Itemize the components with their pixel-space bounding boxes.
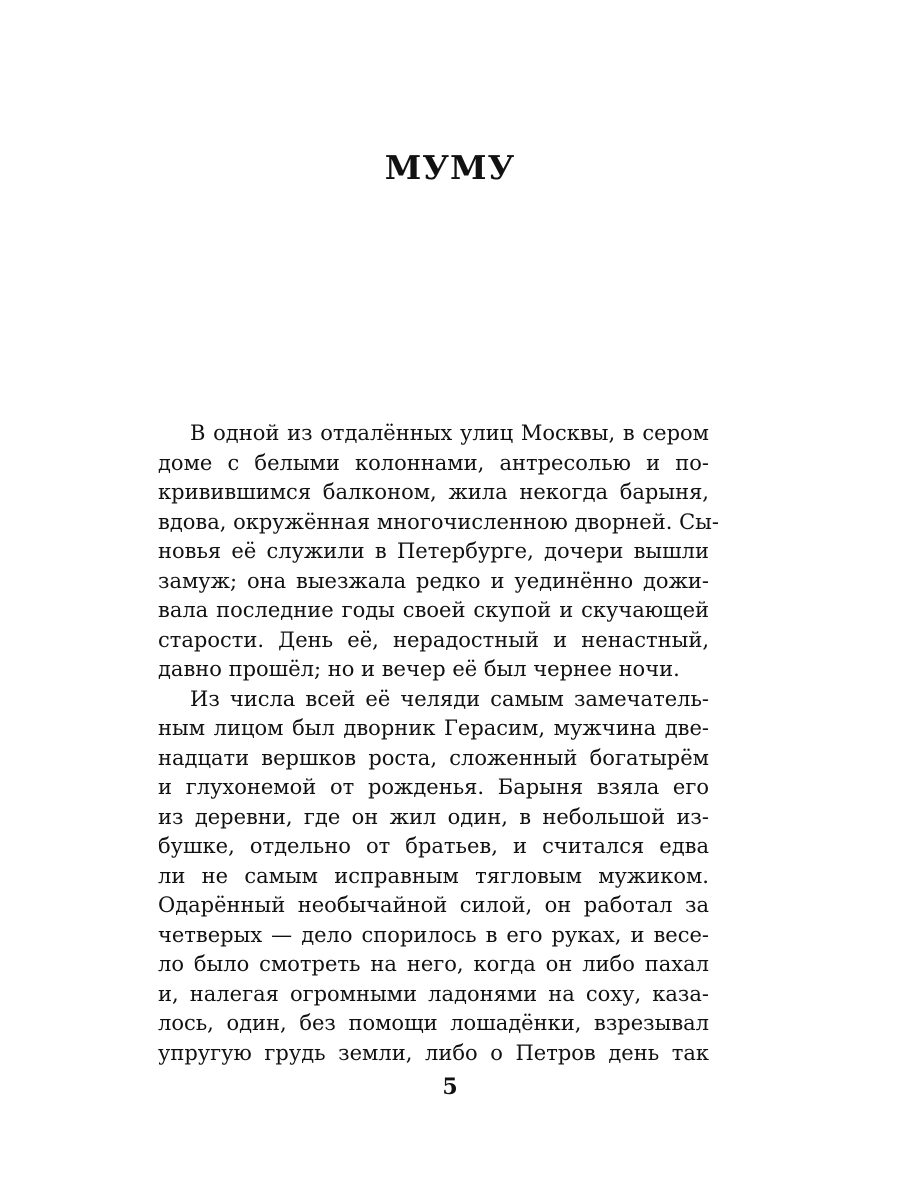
text-line: новья её служили в Петербурге, дочери вышли — [158, 539, 709, 563]
text-line: В одной из отдалённых улиц Москвы, в сером — [190, 421, 709, 445]
text-line: лось, один, без помощи лошадёнки, взрезывал — [158, 1011, 709, 1035]
page-number: 5 — [442, 1074, 458, 1100]
text-line: кривившимся балконом, жила некогда барыня, — [158, 480, 709, 504]
text-line: Из числа всей её челяди самым замечатель- — [190, 686, 709, 711]
text-line: Одарённый необычайной силой, он работал за — [158, 893, 709, 917]
text-line: бушке, отдельно от братьев, и считался едва — [158, 834, 709, 858]
text-line: замуж; она выезжала редко и уединённо дожи- — [158, 568, 709, 593]
text-line: из деревни, где он жил один, в небольшой из- — [158, 804, 709, 829]
text-line: и глухонемой от рожденья. Барыня взяла его — [158, 775, 709, 799]
text-line: надцати вершков роста, сложенный богатырём — [158, 745, 709, 770]
text-line: вдова, окружённая многочисленною дворней. Сы- — [158, 509, 719, 534]
text-line: ли не самым исправным тягловым мужиком. — [158, 863, 709, 888]
chapter-title: МУМУ — [384, 148, 516, 187]
text-line: старости. День её, нерадостный и ненастный, — [158, 627, 709, 652]
text-line: упругую грудь земли, либо о Петров день так — [158, 1040, 709, 1065]
text-line: давно прошёл; но и вечер её был чернее ночи. — [158, 657, 680, 681]
text-line: доме с белыми колоннами, антресолью и по- — [158, 450, 709, 475]
text-line: вала последние годы своей скупой и скучающей — [158, 598, 709, 622]
text-line: ным лицом был дворник Герасим, мужчина две- — [158, 716, 709, 740]
text-line: ло было смотреть на него, когда он либо пахал — [158, 952, 709, 976]
text-line: четверых — дело спорилось в его руках, и весе- — [158, 922, 709, 947]
text-line: и, налегая огромными ладонями на соху, каза- — [158, 981, 709, 1006]
